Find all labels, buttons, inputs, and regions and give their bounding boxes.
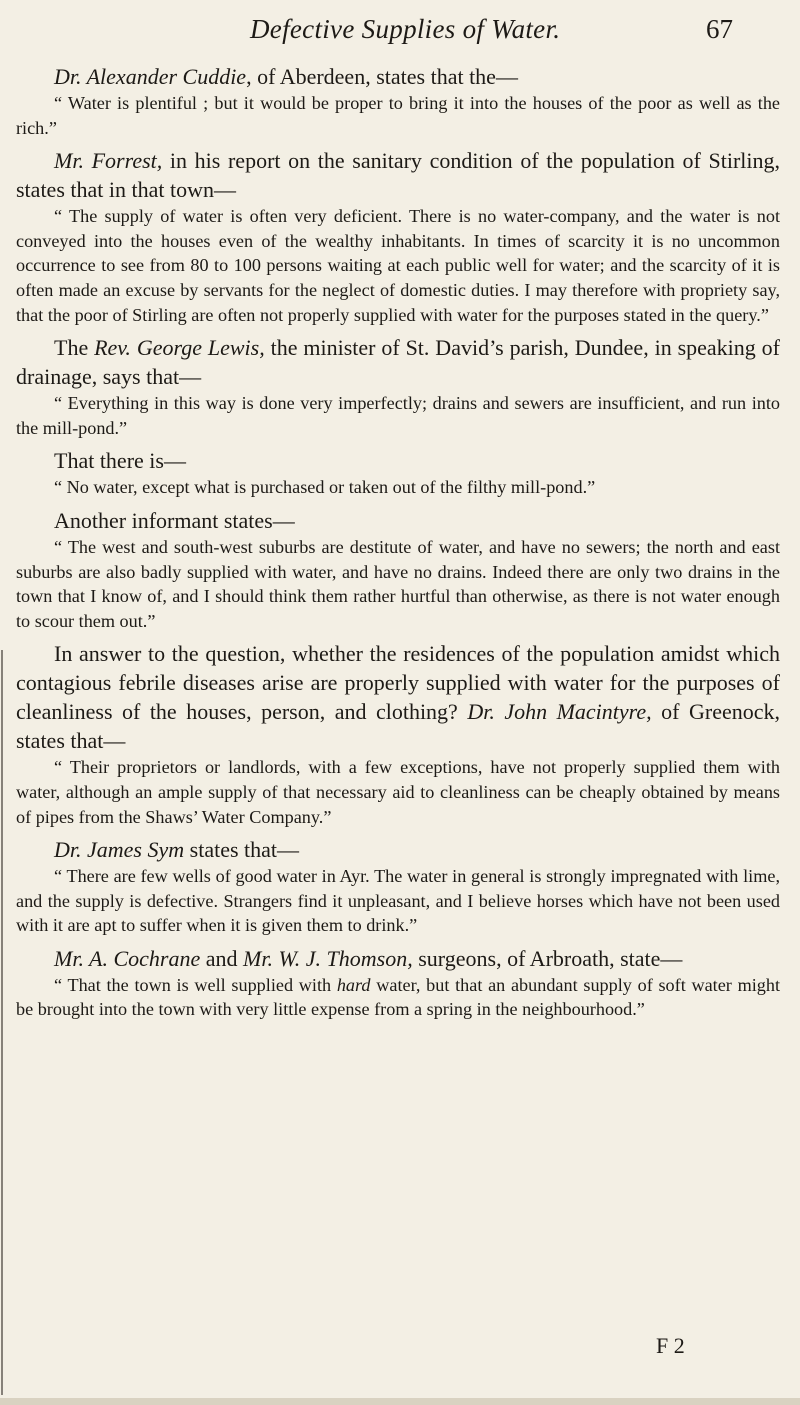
quote-another-informant: “ The west and south-west suburbs are destitute of water, and have no sewers; the north and east suburbs are also badly supplied with water, and have no drains. Indeed there are only two drains in the town that I know of, and I should think them rather hurtful than otherwise, as there is not water enough to scour them out.”	[16, 536, 780, 631]
quote-macintyre: “ Their proprietors or landlords, with a few exceptions, have not properly supplied them with water, although an ample supply of that necessary aid to cleanliness can be cheaply obtained by means of pipes from the Shaws’ Water Company.”	[16, 757, 780, 827]
quote-lewis-water: “ No water, except what is purchased or taken out of the filthy mill-pond.”	[54, 477, 596, 498]
quote-sym: “ There are few wells of good water in Ayr. The water in general is strongly impregnated with lime, and the supply is defective. Strangers find it unpleasant, and I believe horses which have not been used with it are apt to suffer when it is given them to drink.”	[16, 866, 780, 936]
page-bottom-edge	[0, 1398, 800, 1405]
paragraph-sym-intro: Dr. James Sym states that—	[54, 837, 300, 863]
person-name: Mr. A. Cochrane	[54, 945, 201, 971]
quote-cochrane-thomson: “ That the town is well supplied with hard water, but that an abundant supply of soft water might be brought into the town with very little expense from a spring in the neighbourhood.”	[16, 974, 781, 1020]
page-number: 67	[706, 14, 733, 44]
page-body	[16, 62, 780, 1028]
binding-edge-line	[1, 650, 3, 1395]
paragraph-another-informant: Another informant states—	[54, 507, 295, 533]
running-head	[0, 14, 800, 54]
person-name: Dr. James Sym	[54, 837, 185, 863]
paragraph-that-there-is: That there is—	[54, 448, 186, 474]
signature-mark: F 2	[656, 1333, 685, 1358]
emphasis-hard: hard	[336, 974, 371, 995]
paragraph-lewis-intro: The Rev. George Lewis, the minister of St. David’s parish, Dundee, in speaking of drainage, says that—	[16, 335, 780, 390]
quote-forrest: “ The supply of water is often very deficient. There is no water-company, and the water is not conveyed into the houses even of the wealthy inhabitants. In times of scarcity it is no uncommon occurrence to see from 80 to 100 persons waiting at each public well for water; and the scarcity of it is often made an excuse by servants for the neglect of domestic duties. I may therefore with propriety say, that the poor of Stirling are often not properly supplied with water for the purposes stated in the query.”	[16, 206, 780, 325]
paragraph-cochrane-thomson-intro: Mr. A. Cochrane and Mr. W. J. Thomson, surgeons, of Arbroath, state—	[54, 945, 683, 971]
person-name: Mr. Forrest,	[54, 148, 163, 174]
quote-lewis-drainage: “ Everything in this way is done very imperfectly; drains and sewers are insufficient, and run into the mill-pond.”	[16, 393, 780, 438]
quote-cuddie: “ Water is plentiful ; but it would be proper to bring it into the houses of the poor as well as the rich.”	[16, 93, 780, 138]
paragraph-cuddie-intro: Dr. Alexander Cuddie, of Aberdeen, states that the—	[54, 64, 518, 89]
paragraph-forrest-intro: Mr. Forrest, in his report on the sanitary condition of the population of Stirling, states that in that town—	[16, 148, 781, 203]
person-name: Rev. George Lewis,	[94, 335, 265, 361]
paragraph-macintyre-intro: In answer to the question, whether the residences of the population amidst which contagious febrile diseases arise are properly supplied with water for the purposes of cleanliness of the houses, person, and clothing? Dr. John Macintyre, of Greenock, states that—	[16, 641, 780, 754]
person-name: Dr. Alexander Cuddie	[54, 64, 247, 89]
person-name: Mr. W. J. Thomson,	[243, 945, 413, 971]
running-title: Defective Supplies of Water.	[250, 14, 561, 44]
person-name: Dr. John Macintyre,	[467, 699, 652, 725]
